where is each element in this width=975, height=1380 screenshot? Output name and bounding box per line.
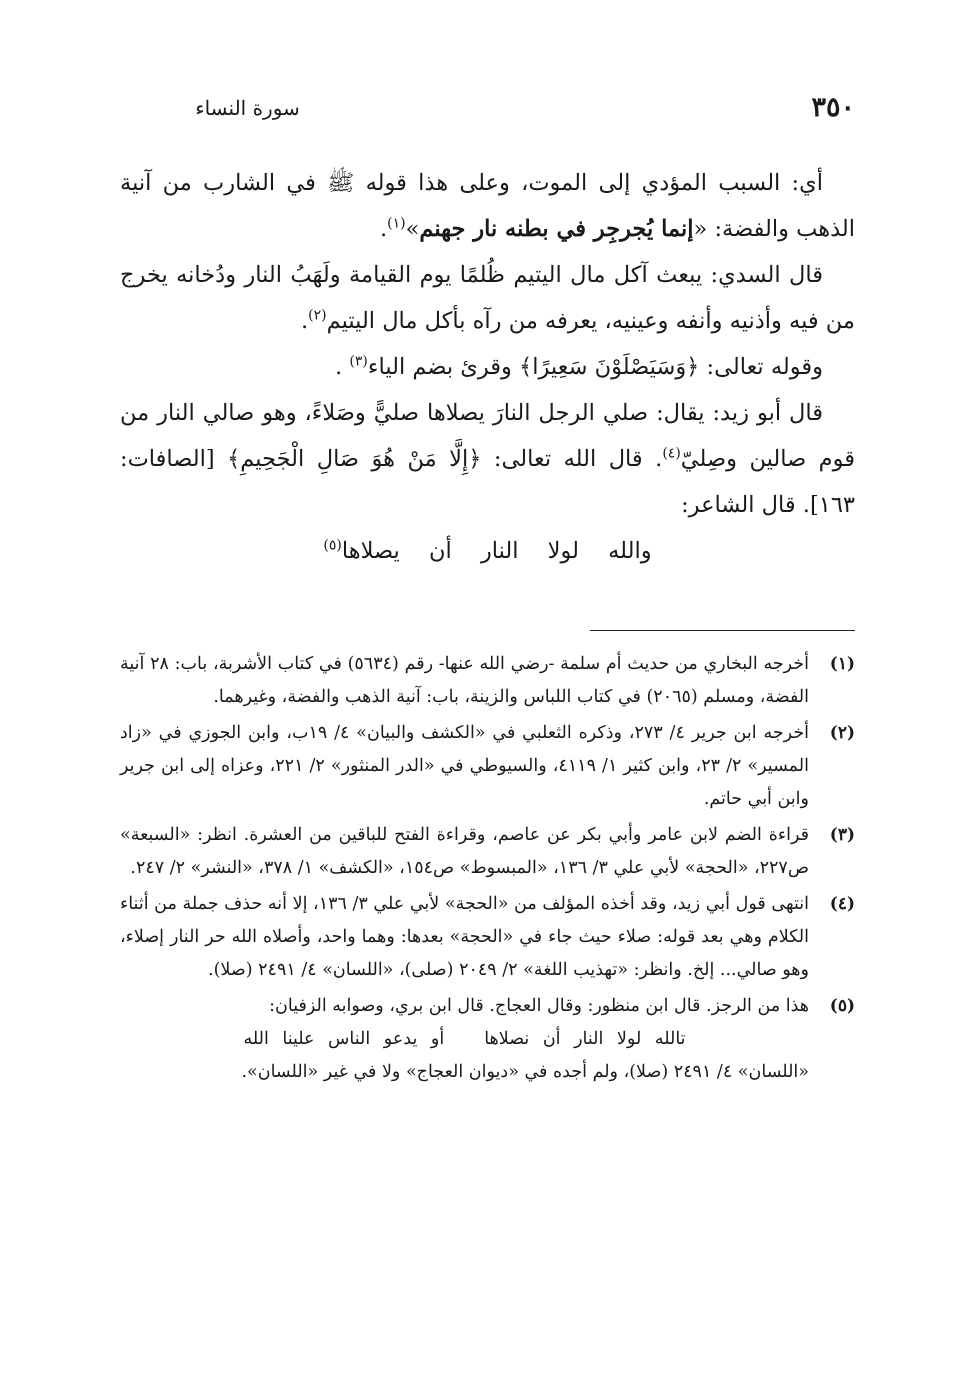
running-title (0, 88, 975, 128)
hadith-quote: إنما يُجرجِر في بطنه نار جهنم (419, 216, 694, 242)
paragraph-4 (120, 390, 855, 528)
footnote-ref-3: (٣) (349, 353, 368, 370)
p1-text: أي: السبب المؤدي إلى الموت، وعلى هذا قوله ﷺ في الشارب من آنية الذهب والفضة: « (120, 170, 855, 242)
footnote-verse (120, 1023, 809, 1056)
p4-text-a: قال أبو زيد: يقال: صلي الرجل النارَ يصلاها صليًّ وصَلاءً، وهو صالي النار من قوم صالين وصِليّ (120, 400, 855, 472)
footnote (120, 990, 855, 1089)
page-number: ٣٥٠ (811, 92, 855, 123)
footnote-number: (٢) (829, 723, 855, 743)
surah-name: سورة النساء (195, 96, 300, 120)
paragraph-3 (120, 344, 855, 390)
footnote-text-after: «اللسان» ٤/ ٢٤٩١ (صلا)، ولم أجده في «ديوان العجاج» ولا في غير «اللسان». (241, 1062, 809, 1082)
footnote-separator (590, 630, 855, 631)
p1-close-quote: » (405, 216, 420, 242)
p3-text: وقوله تعالى: ﴿وَسَيَصْلَوْنَ سَعِيرًا﴾ وقرئ بضم الياء (367, 354, 823, 380)
p4-text-b: . قال الله تعالى: ﴿إِلَّا مَنْ هُوَ صَالِ الْجَحِيمِ﴾ [الصافات: ١٦٣]. قال الشاعر: (120, 446, 855, 518)
footnote-text: قراءة الضم لابن عامر وأبي بكر عن عاصم، وقراءة الفتح للباقين من العشرة. انظر: «السبعة» ص٢٢٧، «الحجة» لأبي علي ٣/ ١٣٦، «المبسوط» ص١٥٤، «الكشف» ١/ ٣٧٨، «النشر» ٢/ ٢٤٧. (120, 825, 809, 878)
footnote-text: انتهى قول أبي زيد، وقد أخذه المؤلف من «الحجة» لأبي علي ٣/ ١٣٦، إلا أنه حذف جملة من أثناء الكلام وهي بعد قوله: صلاء حيث جاء في «الحجة» بعدها: وهما واحد، وأصلاه الله حر النار إصلاء، وهو صالي... إلخ. وانظر: «تهذيب اللغة» ٢/ ٢٠٤٩ (صلى)، «اللسان» ٤/ ٢٤٩١ (صلا). (120, 894, 809, 980)
verse-hemistich-2: أو يدعو الناس علينا الله (243, 1029, 445, 1049)
footnote-number: (٣) (829, 825, 855, 845)
footnote-text: هذا من الرجز. قال ابن منظور: وقال العجاج. قال ابن بري، وصوابه الزفيان: (269, 996, 809, 1016)
footnote (120, 648, 855, 714)
paragraph-1 (120, 160, 855, 252)
footnote-text: أخرجه البخاري من حديث أم سلمة -رضي الله عنها- رقم (٥٦٣٤) في كتاب الأشربة، باب: ٢٨ آنية الفضة، ومسلم (٢٠٦٥) في كتاب اللباس والزينة، باب: آنية الذهب والفضة، وغيرهما. (120, 654, 809, 707)
footnote-number: (١) (829, 654, 855, 674)
p3-end: . (335, 354, 350, 380)
footnote (120, 888, 855, 987)
footnote-number: (٥) (829, 996, 855, 1016)
p2-end: . (300, 308, 309, 334)
footnote-ref-1: (١) (387, 215, 406, 232)
p2-text: قال السدي: يبعث آكل مال اليتيم ظُلمًا يوم القيامة ولَهَبُ النار ودُخانه يخرج من فيه وأذنيه وأنفه وعينيه، يعرفه من رآه بأكل مال اليتيم (120, 262, 855, 334)
footnotes (120, 648, 855, 1092)
footnote (120, 819, 855, 885)
footnote (120, 717, 855, 816)
footnote-ref-5: (٥) (323, 537, 342, 554)
footnote-number: (٤) (829, 894, 855, 914)
verse-text: والله لولا النار أن يصلاها (341, 538, 652, 564)
verse-hemistich-1: تالله لولا النار أن نصلاها (484, 1029, 686, 1049)
poetry-verse (120, 528, 855, 574)
p1-end: . (379, 216, 388, 242)
footnote-text: أخرجه ابن جرير ٤/ ٢٧٣، وذكره الثعلبي في «الكشف والبيان» ٤/ ١٩ب، وابن الجوزي في «زاد المسير» ٢/ ٢٣، وابن كثير ١/ ٤١١٩، والسيوطي في «الدر المنثور» ٢/ ٢٢١، وعزاه إلى ابن جرير وابن أبي حاتم. (120, 723, 809, 809)
footnote-ref-2: (٢) (308, 307, 327, 324)
main-text (120, 160, 855, 574)
footnote-ref-4: (٤) (662, 445, 681, 462)
paragraph-2 (120, 252, 855, 344)
page-header (0, 88, 975, 128)
